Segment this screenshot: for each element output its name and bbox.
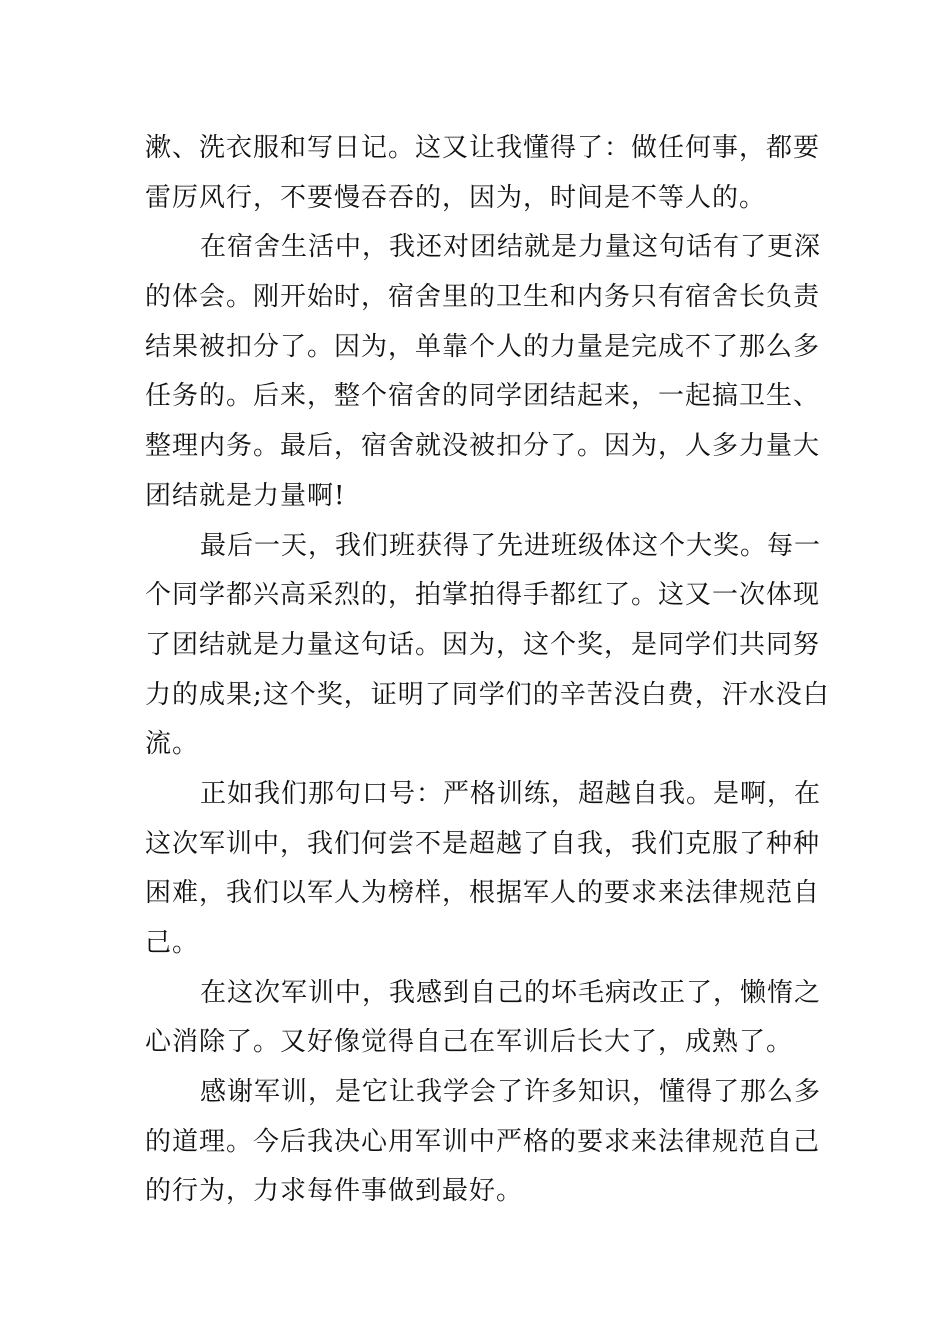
text-line: 整理内务。最后，宿舍就没被扣分了。因为，人多力量大 [145,431,821,462]
text-line: 任务的。后来，整个宿舍的同学团结起来，一起搞卫生、 [145,381,821,412]
text-line: 正如我们那句口号：严格训练，超越自我。是啊，在 [200,778,822,809]
text-line: 的道理。今后我决心用军训中严格的要求来法律规范自己 [145,1126,821,1157]
text-line: 这次军训中，我们何尝不是超越了自我，我们克服了种种 [145,828,821,859]
text-line: 心消除了。又好像觉得自己在军训后长大了，成熟了。 [145,1027,794,1058]
text-line: 的行为，力求每件事做到最好。 [145,1176,524,1207]
text-line: 最后一天，我们班获得了先进班级体这个大奖。每一 [200,530,822,561]
text-line: 的体会。刚开始时，宿舍里的卫生和内务只有宿舍长负责 [145,282,821,313]
text-line: 结果被扣分了。因为，单靠个人的力量是完成不了那么多 [145,331,821,362]
text-line: 感谢军训，是它让我学会了许多知识，懂得了那么多 [200,1077,822,1108]
text-line: 个同学都兴高采烈的，拍掌拍得手都红了。这又一次体现 [145,580,821,611]
text-line: 力的成果;这个奖，证明了同学们的辛苦没白费，汗水没白 [145,679,830,710]
text-line: 流。 [145,729,200,760]
text-line: 困难，我们以军人为榜样，根据军人的要求来法律规范自 [145,878,821,909]
text-line: 在宿舍生活中，我还对团结就是力量这句话有了更深 [200,232,822,263]
text-line: 了团结就是力量这句话。因为，这个奖，是同学们共同努 [145,629,821,660]
text-line: 在这次军训中，我感到自己的坏毛病改正了，懒惰之 [200,977,822,1008]
text-line: 团结就是力量啊! [145,480,346,511]
text-line: 漱、洗衣服和写日记。这又让我懂得了：做任何事，都要 [145,133,821,163]
text-line: 己。 [145,928,200,958]
text-line: 雷厉风行，不要慢吞吞的，因为，时间是不等人的。 [145,182,767,213]
body-text [145,124,830,1217]
